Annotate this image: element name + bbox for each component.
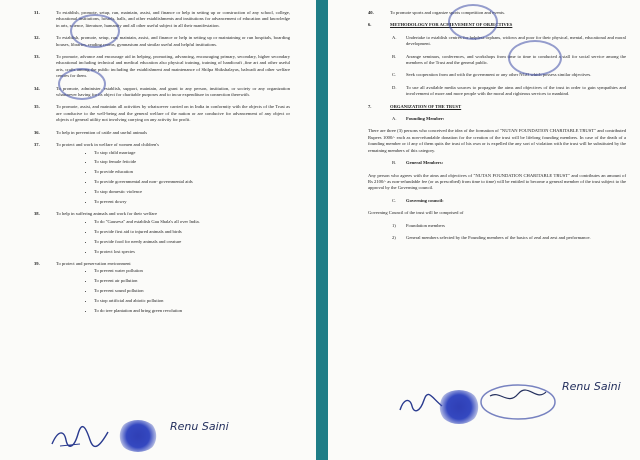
sub-text: Undertake to establish centres for helpless orphans, widows and poor for their physical, mental, educational and moral development.: [406, 34, 626, 47]
governing-council-heading: [392, 198, 626, 204]
item-number: 37.: [34, 142, 40, 148]
item-number: 40.: [368, 10, 374, 15]
list-item: • To do "Gauseva" and establish Gau Shala's all over India.: [94, 219, 290, 225]
governing-list-item-2: [392, 235, 626, 241]
item-number: 39.: [34, 260, 40, 266]
methodology-item-d: [392, 85, 626, 98]
signature-name: Renu Saini: [562, 380, 621, 393]
general-members-text: Any person who agrees with the aims and objectives of "NUTAN FOUNDATION CHARITABLE TRUST" and contributes an amount of Rs 2100/- as non-refundable fee (or as prescribed) from time to time) will be entitled to become a general member of the trust subject to the approval by the Governing council.: [368, 172, 626, 191]
object-item-35: [34, 104, 290, 123]
section-number: 7.: [368, 103, 372, 109]
signature-name: Renu Saini: [170, 420, 229, 433]
sub-text: Seek cooperation from and with the government or any other NGO which possess similar objectives.: [406, 72, 592, 78]
list-item: • To provide education: [94, 169, 290, 175]
founding-member-heading: [392, 116, 626, 122]
list-item: • To protect lost species: [94, 249, 290, 255]
item-text: To protect and work in welfare of women and children's: [56, 142, 159, 148]
sub-text: To use all available media sources to propagate the aims and objectives of the trust in order to gain sympathies and involvement of more and more people with the moral and righteous services to mankind.: [406, 84, 626, 97]
stamp-seal: [70, 14, 120, 48]
item-text: To promote, advance and encourage aid in helping, promoting, advancing, encouraging primary, secondary, higher secondary educational including technical and medical education also physical training, training of handicraft ,fine art and other useful arts, crafts among the public including the establishment and maintenance of Shilpa Shikshalayas, balwadi and other welfare centres for them.: [56, 54, 290, 79]
item-number: 34.: [34, 85, 40, 91]
sub-label: 1): [392, 222, 396, 228]
right-document-page: [322, 0, 640, 460]
list-item: • To provide governmental and non- governmental aids: [94, 179, 290, 185]
item-number: 35.: [34, 104, 40, 110]
sub-label: C.: [392, 72, 397, 78]
list-item: • To stop artificial and abiotic pollution: [94, 298, 290, 304]
bullet-list: [56, 150, 290, 206]
list-item: • To provide food for needy animals and creature: [94, 239, 290, 245]
list-item: • To prevent dowry: [94, 199, 290, 205]
list-item: • To prevent water pollution: [94, 268, 290, 274]
methodology-item-c: [392, 72, 626, 78]
sub-text: General members selected by the Founding members of the basics of zeal and zest and performance.: [406, 234, 591, 240]
stamp-seal-icon: [478, 382, 558, 422]
section-title: ORGANIZATION OF THE TRUST: [390, 103, 462, 109]
handwritten-signature-icon: [398, 392, 444, 416]
sub-label: A.: [392, 34, 397, 40]
sub-label: A.: [392, 116, 397, 122]
list-item: • To stop domestic violence: [94, 189, 290, 195]
object-item-39: [34, 261, 290, 314]
stamp-seal: [508, 40, 562, 76]
bullet-list: [56, 219, 290, 255]
item-text: To establish, promote, setup, run, maintain, assist, and finance or help in setting up or construction of any school, college, educational institutions, hostels, halls, and other establishments and institutions for advancement of education and knowledge in arts, science, literature, humanity and all other useful subject in all their manifestation.: [56, 10, 290, 28]
left-page-content: [34, 10, 290, 320]
stamp-seal: [58, 68, 106, 100]
thumbprint-icon: [118, 420, 158, 452]
sub-text: Arrange seminars, conferences, and workshops from time to time to conducted a stall for social service among the members of the Trust and the general public.: [406, 53, 626, 66]
item-text: To promote, administer, establish, support, maintain, and grant to any person, institution, or society or any organization whatsoever having for its object for charitable purposes and to incur expenditure in connection therewith.: [56, 85, 290, 98]
right-page-content: [368, 10, 626, 247]
section-number: 6.: [368, 22, 372, 28]
item-text: To protect and preservation environment: [56, 260, 131, 266]
list-item: • To prevent air pollution: [94, 278, 290, 284]
item-text: To help in prevention of cattle and useful animals: [56, 129, 148, 135]
section-title: METHODOLOGY FOR ACHIEVEMENT OF OBJECTIVES: [390, 22, 513, 28]
object-item-37: [34, 142, 290, 205]
item-text: To help in suffering animals and work for their welfare: [56, 211, 158, 217]
item-number: 38.: [34, 211, 40, 217]
item-text: To promote, assist, and maintain all activities by whatsoever carried on in India in conformity with the objects of the Trust as are conducive to the well-being and the general welfare of the nation or are conducive for advancement of any object or objects of general utility not involving carrying on any activity for profit.: [56, 104, 290, 123]
list-item: • To prevent sound pollution: [94, 288, 290, 294]
item-number: 32.: [34, 35, 40, 41]
item-number: 36.: [34, 129, 40, 135]
general-members-heading: [392, 160, 626, 166]
object-item-38: [34, 211, 290, 255]
list-item: • To provide first aid to injured animals and birds: [94, 229, 290, 235]
governing-list-item-1: [392, 223, 626, 229]
sub-label: C.: [392, 197, 397, 203]
object-item-36: [34, 130, 290, 136]
item-number: 33.: [34, 54, 40, 60]
bullet-list: [56, 268, 290, 314]
sub-text: Foundation members: [406, 222, 445, 228]
sub-label: D.: [392, 84, 397, 90]
stamp-seal: [448, 4, 498, 40]
governing-council-text: Governing Council of the trust will be comprised of: [368, 210, 464, 216]
item-text: To promote sports and organize sports competition and events.: [390, 10, 506, 15]
section-7-heading: [368, 104, 626, 110]
sub-heading: Founding Member:: [406, 116, 445, 122]
item-number: 31.: [34, 10, 40, 15]
sub-label: 2): [392, 234, 396, 240]
handwritten-signature-icon: [50, 424, 110, 450]
item-text: To establish, promote, setup, run, maintain, assist, and finance or help in setting up or maintaining or run hospitals, boarding houses, libraries, reading rooms, gymnasium and similar useful and helpful institutions.: [56, 35, 290, 47]
sub-heading: General Members:: [406, 160, 444, 166]
methodology-item-a: [392, 35, 626, 48]
sub-label: B.: [392, 53, 397, 59]
sub-heading: Governing council:: [406, 197, 444, 203]
thumbprint-icon: [438, 390, 480, 424]
founding-member-text: There are three (3) persons who conceived the idea of the formation of "NUTAN FOUNDATION CHARITABLE TRUST" and contributed Rupees 1000/- each as non-refundable donation for the creation of the trust will be lifelong founding members. In case of the death of a founding member or if any of them quits the trust of his own or is expelled the any sort of violation with the trust will be substituted by the remaining members of this category.: [368, 128, 626, 153]
list-item: • To stop child marriage: [94, 150, 290, 156]
list-item: • To do tree plantation and bring green revolution: [94, 308, 290, 314]
list-item: • To stop female feticide: [94, 159, 290, 165]
sub-label: B.: [392, 160, 397, 166]
object-item-40: [368, 10, 626, 16]
